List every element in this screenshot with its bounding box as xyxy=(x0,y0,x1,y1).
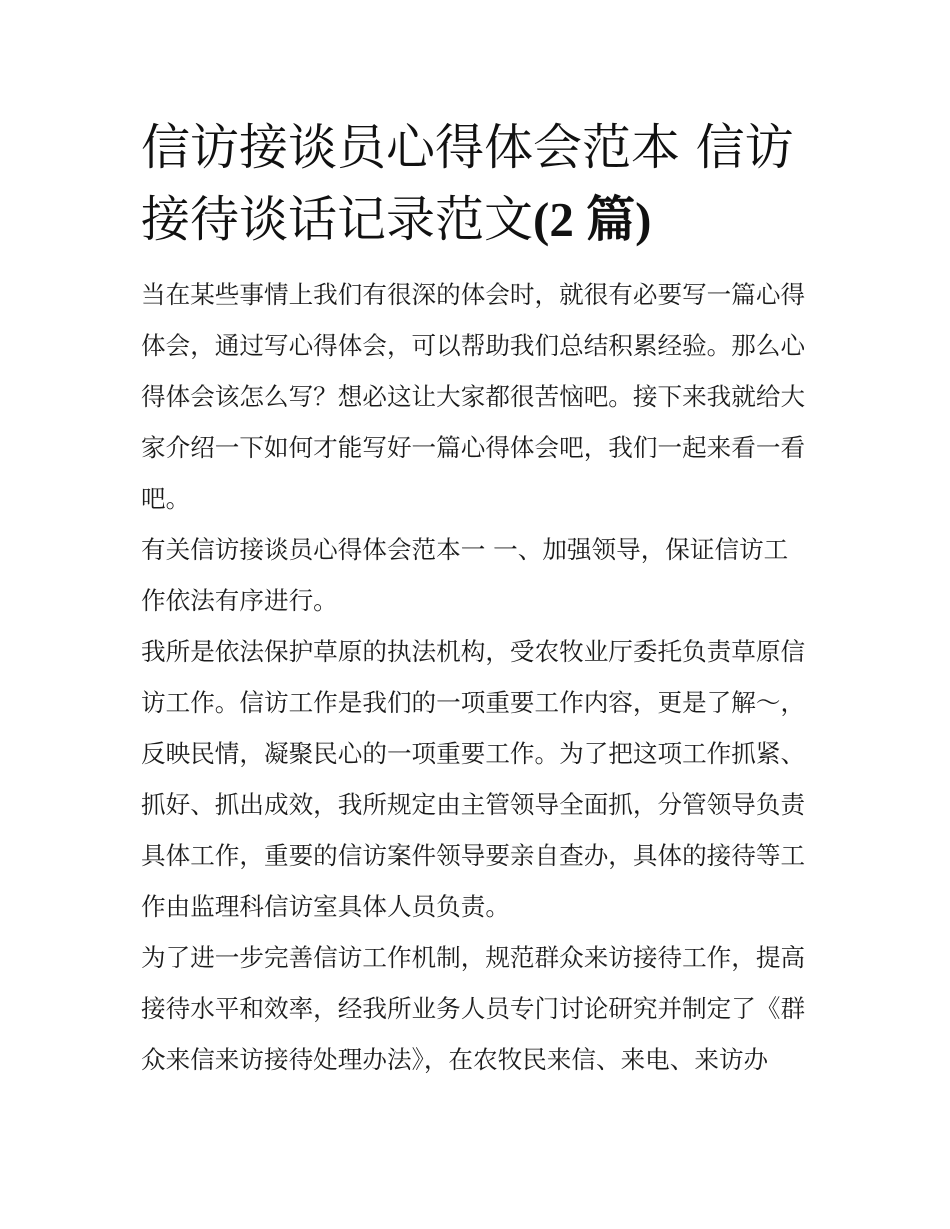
text-line: 具体工作，重要的信访案件领导要亲自查办，具体的接待等工 xyxy=(141,841,806,870)
document-body xyxy=(141,269,813,1085)
text-line: 为了进一步完善信访工作机制，规范群众来访接待工作，提高 xyxy=(141,943,806,972)
document-title xyxy=(141,112,813,256)
title-line: 信访接谈员心得体会范本 信访 xyxy=(141,119,794,176)
text-line: 众来信来访接待处理办法》，在农牧民来信、来电、来访办 xyxy=(141,1045,769,1074)
text-line: 体会，通过写心得体会，可以帮助我们总结积累经验。那么心 xyxy=(141,331,806,360)
text-line: 我所是依法保护草原的执法机构，受农牧业厅委托负责草原信 xyxy=(141,637,806,666)
text-line: 反映民情，凝聚民心的一项重要工作。为了把这项工作抓紧、 xyxy=(141,739,806,768)
text-line: 作由监理科信访室具体人员负责。 xyxy=(141,892,510,921)
text-line: 吧。 xyxy=(141,484,191,513)
text-line: 得体会该怎么写？想必这让大家都很苦恼吧。接下来我就给大 xyxy=(141,382,806,411)
title-count: (2 篇) xyxy=(533,192,652,247)
document-page xyxy=(141,112,813,1085)
text-line: 有关信访接谈员心得体会范本一 一、加强领导，保证信访工 xyxy=(141,535,789,564)
paragraph-mechanism xyxy=(141,932,813,1085)
text-line: 抓好、抓出成效，我所规定由主管领导全面抓，分管领导负责 xyxy=(141,790,806,819)
paragraph-section-heading xyxy=(141,524,813,626)
text-line: 作依法有序进行。 xyxy=(141,586,338,615)
paragraph-institution xyxy=(141,626,813,932)
text-line: 访工作。信访工作是我们的一项重要工作内容，更是了解～， xyxy=(141,688,806,717)
paragraph-intro xyxy=(141,269,813,524)
text-line: 当在某些事情上我们有很深的体会时，就很有必要写一篇心得 xyxy=(141,280,806,309)
title-line: 接待谈话记录范文(2 篇) xyxy=(141,191,652,248)
text-line: 家介绍一下如何才能写好一篇心得体会吧，我们一起来看一看 xyxy=(141,433,806,462)
text-line: 接待水平和效率，经我所业务人员专门讨论研究并制定了《群 xyxy=(141,994,806,1023)
